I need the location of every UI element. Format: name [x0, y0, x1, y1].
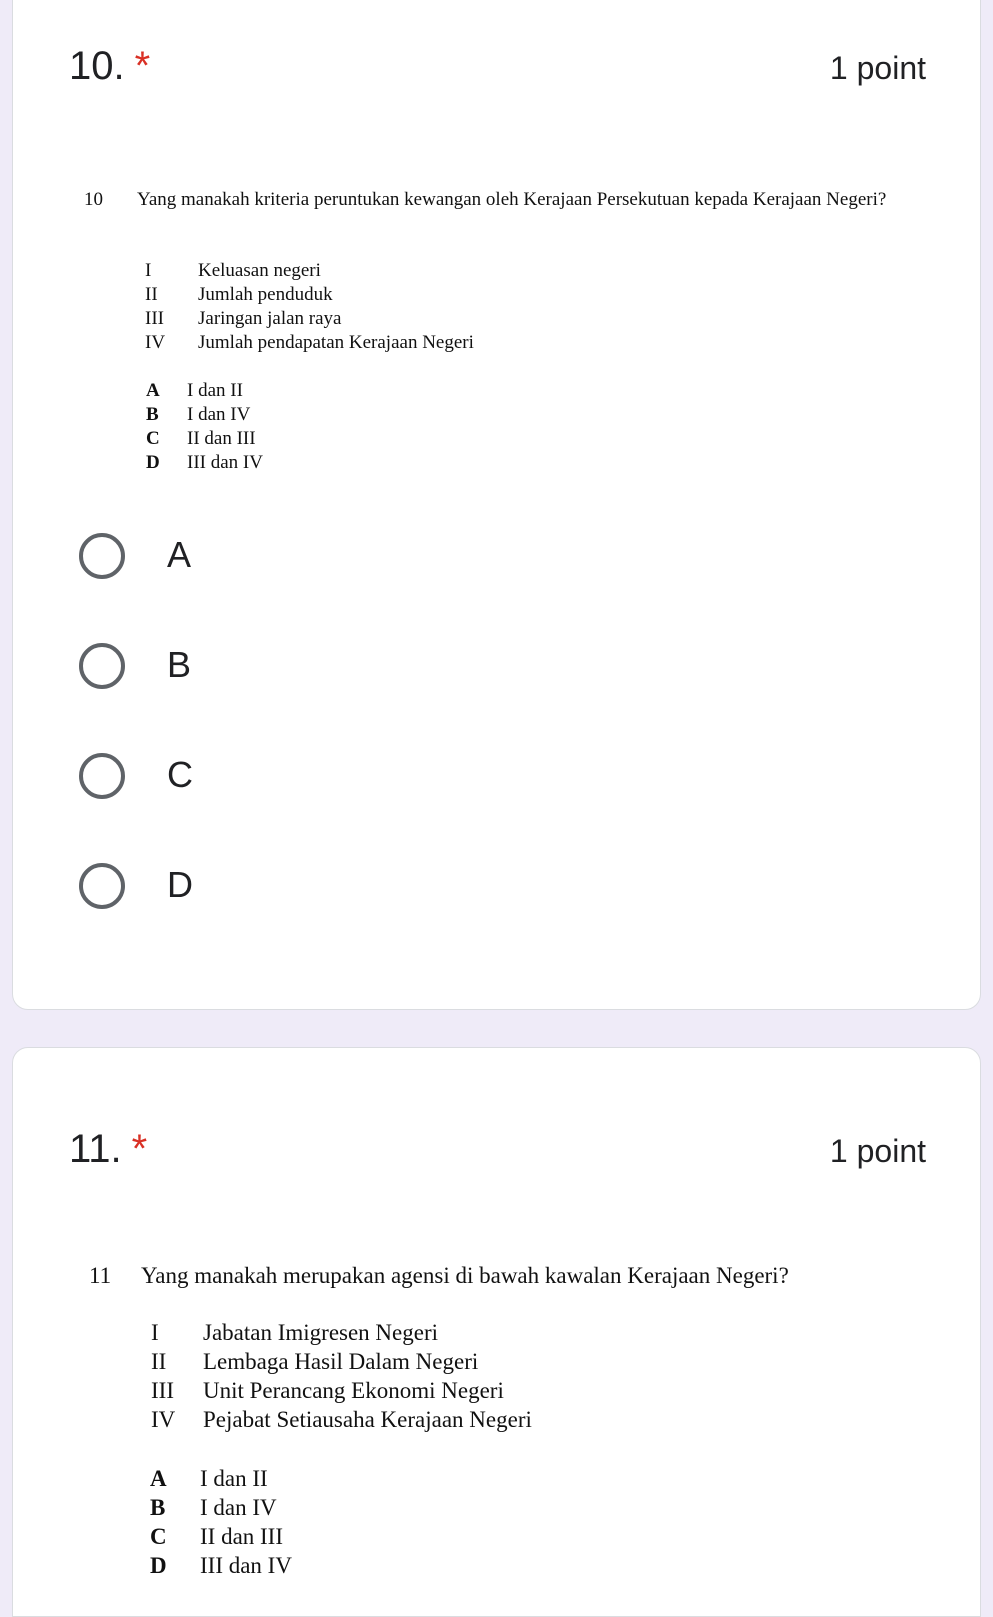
question-image-11	[89, 1262, 923, 1592]
question-stem	[89, 1262, 923, 1290]
list-item: B I dan IV	[146, 404, 251, 425]
radio-circle-icon[interactable]	[79, 643, 125, 689]
option-label: C	[167, 754, 193, 795]
list-item: B I dan IV	[150, 1495, 277, 1520]
question-header-10	[69, 44, 926, 94]
required-asterisk: *	[134, 44, 151, 88]
question-number: 10. *	[69, 44, 151, 88]
question-points: 1 point	[829, 1133, 926, 1169]
list-item: III Jaringan jalan raya	[145, 308, 342, 329]
question-number: 11. *	[69, 1127, 148, 1171]
list-item: A I dan II	[150, 1466, 268, 1491]
option-label: D	[167, 864, 193, 905]
list-item: IV Jumlah pendapatan Kerajaan Negeri	[145, 332, 474, 353]
option-label: A	[167, 534, 192, 575]
list-item: II Jumlah penduduk	[145, 284, 333, 305]
option-c[interactable]	[67, 750, 467, 810]
option-a[interactable]	[67, 530, 467, 590]
list-item: I Keluasan negeri	[145, 260, 321, 281]
list-item: II Lembaga Hasil Dalam Negeri	[151, 1349, 479, 1374]
stem-number: 11	[89, 1263, 112, 1288]
list-item: III Unit Perancang Ekonomi Negeri	[151, 1378, 504, 1403]
option-d[interactable]	[67, 860, 467, 920]
stem-text: Yang manakah merupakan agensi di bawah kawalan Kerajaan Negeri?	[141, 1263, 789, 1288]
option-label: B	[167, 644, 192, 685]
radio-circle-icon[interactable]	[79, 533, 125, 579]
question-card-10	[12, 0, 981, 1010]
question-image-10	[84, 188, 923, 478]
radio-circle-icon[interactable]	[79, 753, 125, 799]
radio-circle-icon[interactable]	[79, 863, 125, 909]
question-points: 1 point	[829, 50, 926, 86]
question-header-11	[69, 1127, 926, 1177]
list-item: C II dan III	[146, 428, 256, 449]
stem-number: 10	[84, 189, 103, 210]
question-stem	[84, 188, 923, 212]
list-item: A I dan II	[146, 380, 243, 401]
option-b[interactable]	[67, 640, 467, 700]
list-item: I Jabatan Imigresen Negeri	[151, 1320, 439, 1345]
list-item: C II dan III	[150, 1524, 284, 1549]
required-asterisk: *	[131, 1127, 148, 1171]
list-item: D III dan IV	[150, 1553, 292, 1578]
stem-text: Yang manakah kriteria peruntukan kewangan oleh Kerajaan Persekutuan kepada Kerajaan Negeri?	[137, 189, 887, 210]
list-item: D III dan IV	[146, 452, 263, 473]
list-item: IV Pejabat Setiausaha Kerajaan Negeri	[151, 1407, 532, 1432]
